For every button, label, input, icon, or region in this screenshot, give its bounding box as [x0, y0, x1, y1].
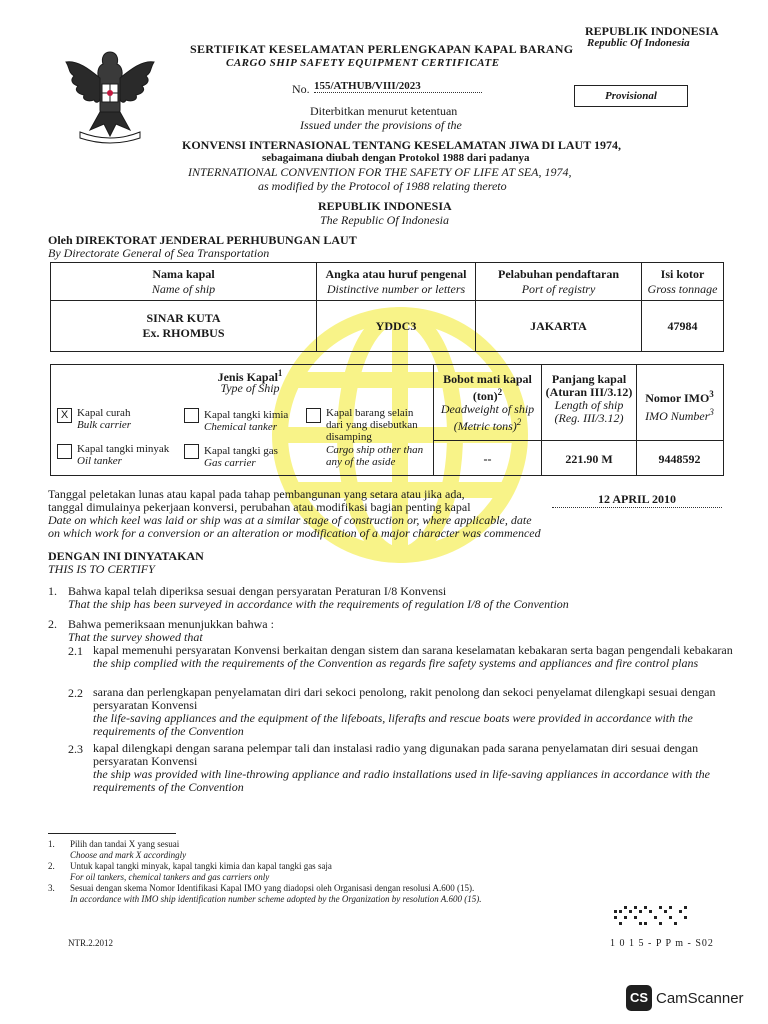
- dwt-en-1: Deadweight of ship: [440, 402, 535, 416]
- dwt-en-2: (Metric tons): [453, 419, 517, 433]
- cert-no-value: 155/ATHUB/VIII/2023: [314, 80, 482, 93]
- type-title-id: Jenis Kapal: [217, 370, 278, 384]
- convention-en-1: INTERNATIONAL CONVENTION FOR THE SAFETY OF LIFE AT SEA, 1974,: [188, 165, 572, 179]
- h-port-id: Pelabuhan pendaftaran: [497, 266, 620, 281]
- h-dist-id: Angka atau huruf pengenal: [325, 266, 467, 281]
- gas-carrier-checkbox[interactable]: [184, 444, 199, 459]
- ship-particulars-table: [50, 262, 724, 352]
- item-21-number: 2.1: [68, 644, 83, 658]
- bulk-id: Kapal curah: [77, 407, 131, 419]
- issued-en: Issued under the provisions of the: [300, 118, 462, 132]
- by-en: By Directorate General of Sea Transportation: [48, 246, 270, 260]
- camscanner-logo-icon: CS: [626, 985, 652, 1011]
- item-22-number: 2.2: [68, 686, 83, 700]
- other-en-1: Cargo ship other than: [326, 444, 424, 456]
- other-en-2: any of the aside: [326, 456, 396, 468]
- cert-no-label: No.: [292, 82, 310, 96]
- item-21-en: the ship complied with the requirements of the Convention as regards fire safety systems and appliances and fire control plans: [93, 656, 699, 670]
- chem-id: Kapal tangki kimia: [204, 409, 289, 421]
- h-name-en: Name of ship: [151, 281, 216, 296]
- length-value: 221.90 M: [565, 452, 613, 466]
- ship-former-name: Ex. RHOMBUS: [142, 326, 225, 340]
- item-1-en: That the ship has been surveyed in accordance with the requirements of regulation I/8 of the Convention: [68, 597, 569, 611]
- item-23-number: 2.3: [68, 742, 83, 756]
- item-2-number: 2.: [48, 617, 57, 631]
- provisional-box: Provisional: [574, 85, 688, 107]
- keel-en-2: on which work for a conversion or an alteration or modification of a major character was commenced: [48, 526, 541, 540]
- gross-tonnage: 47984: [642, 301, 724, 352]
- country-id: REPUBLIK INDONESIA: [585, 24, 719, 38]
- issued-id: Diterbitkan menurut ketentuan: [310, 104, 458, 118]
- dwt-id-2: (ton): [472, 389, 498, 403]
- braille-barcode-icon: [612, 902, 692, 932]
- h-gt-id: Isi kotor: [660, 266, 705, 281]
- keel-date: 12 APRIL 2010: [552, 492, 722, 508]
- footnote-1-en: Choose and mark X accordingly: [70, 850, 187, 860]
- other-id-2: dari yang disebutkan: [326, 419, 418, 431]
- ship-name: SINAR KUTA: [146, 311, 221, 325]
- footnote-2-id: Untuk kapal tangki minyak, kapal tangki kimia dan kapal tangki gas saja: [70, 861, 332, 871]
- oil-tanker-checkbox[interactable]: [57, 444, 72, 459]
- serial-code: 1 0 1 5 - P P m - S02: [610, 938, 714, 949]
- keel-en-1: Date on which keel was laid or ship was at a similar stage of construction or, where applicable, date: [48, 513, 532, 527]
- certify-title-id: DENGAN INI DINYATAKAN: [48, 549, 204, 563]
- h-dist-en: Distinctive number or letters: [326, 281, 466, 296]
- distinctive-number: YDDC3: [317, 301, 476, 352]
- gas-id: Kapal tangki gas: [204, 445, 278, 457]
- type-title-en: Type of Ship: [220, 381, 280, 395]
- chem-en: Chemical tanker: [204, 421, 278, 433]
- convention-id-1: KONVENSI INTERNASIONAL TENTANG KESELAMATAN JIWA DI LAUT 1974,: [182, 138, 621, 152]
- garuda-emblem-icon: [60, 40, 160, 145]
- camscanner-label: CamScanner: [656, 990, 744, 1007]
- len-id-1: Panjang kapal: [551, 372, 627, 386]
- h-port-en: Port of registry: [521, 281, 596, 296]
- imo-en: IMO Number: [645, 409, 710, 423]
- footnote-2-en: For oil tankers, chemical tankers and gas carriers only: [70, 872, 270, 882]
- chemical-tanker-checkbox[interactable]: [184, 408, 199, 423]
- h-gt-en: Gross tonnage: [647, 281, 718, 296]
- item-23-id: kapal dilengkapi dengan sarana pelempar tali dan instalasi radio yang digunakan pada sarana penyelamatan diri sesuai dengan persyaratan Konvensi: [93, 741, 699, 768]
- convention-en-2: as modified by the Protocol of 1988 relating thereto: [258, 179, 507, 193]
- footnote-3-id: Sesuai dengan skema Nomor Identifikasi Kapal IMO yang diadopsi oleh Organisasi dengan resolusi A.600 (15).: [70, 883, 475, 893]
- item-23-en: the ship was provided with line-throwing appliance and radio installations used in life-saving appliances in accordance with the requirements of the Convention: [93, 767, 710, 794]
- item-2-en: That the survey showed that: [68, 630, 203, 644]
- oil-en: Oil tanker: [77, 455, 122, 467]
- other-id-3: disamping: [326, 431, 372, 443]
- republic-id: REPUBLIK INDONESIA: [318, 199, 452, 213]
- by-id: Oleh DIREKTORAT JENDERAL PERHUBUNGAN LAUT: [48, 233, 357, 247]
- item-2-id: Bahwa pemeriksaan menunjukkan bahwa :: [68, 617, 274, 631]
- dwt-id-1: Bobot mati kapal: [443, 372, 532, 386]
- footnote-3-number: 3.: [48, 883, 55, 893]
- item-1-number: 1.: [48, 584, 57, 598]
- imo-id: Nomor IMO: [645, 391, 710, 405]
- footnote-2-number: 2.: [48, 861, 55, 871]
- form-code: NTR.2.2012: [68, 938, 113, 948]
- footnote-1-number: 1.: [48, 839, 55, 849]
- certify-title-en: THIS IS TO CERTIFY: [48, 562, 155, 576]
- keel-id-2: tanggal dimulainya pekerjaan konversi, perubahan atau modifikasi bagian penting kapal: [48, 500, 471, 514]
- footnote-1-id: Pilih dan tandai X yang sesuai: [70, 839, 180, 849]
- other-id-1: Kapal barang selain: [326, 407, 414, 419]
- len-en-2: (Reg. III/3.12): [554, 411, 624, 425]
- title-id: SERTIFIKAT KESELAMATAN PERLENGKAPAN KAPAL BARANG: [190, 42, 574, 56]
- port-of-registry: JAKARTA: [476, 301, 642, 352]
- gas-en: Gas carrier: [204, 457, 256, 469]
- republic-en: The Republic Of Indonesia: [320, 213, 449, 227]
- imo-value: 9448592: [658, 452, 701, 466]
- len-id-2: (Aturan III/3.12): [545, 385, 633, 399]
- len-en-1: Length of ship: [554, 398, 624, 412]
- title-en: CARGO SHIP SAFETY EQUIPMENT CERTIFICATE: [226, 57, 500, 69]
- item-21-id: kapal memenuhi persyaratan Konvensi berkaitan dengan sistem dan sarana keselamatan kebakaran serta bagan pengendali kebakaran: [93, 643, 733, 657]
- keel-id-1: Tanggal peletakan lunas atau kapal pada tahap pembangunan yang setara atau jika ada,: [48, 487, 465, 501]
- footnote-3-en: In accordance with IMO ship identification number scheme adopted by the Organization by resolution A.600 (15).: [70, 894, 482, 904]
- convention-id-2: sebagaimana diubah dengan Protokol 1988 dari padanya: [262, 152, 530, 164]
- oil-id: Kapal tangki minyak: [77, 443, 170, 455]
- dwt-value: --: [483, 452, 492, 466]
- bulk-carrier-checkbox[interactable]: X: [57, 408, 72, 423]
- footnotes: [48, 839, 648, 905]
- type-title-sup: 1: [277, 368, 283, 378]
- bulk-en: Bulk carrier: [77, 419, 132, 431]
- item-22-en: the life-saving appliances and the equipment of the lifeboats, liferafts and rescue boats were provided in accordance with the requirements of the Convention: [93, 711, 693, 738]
- h-name-id: Nama kapal: [152, 266, 215, 281]
- country-en: Republic Of Indonesia: [587, 37, 690, 49]
- item-1-id: Bahwa kapal telah diperiksa sesuai dengan persyaratan Peraturan I/8 Konvensi: [68, 584, 447, 598]
- other-cargo-checkbox[interactable]: [306, 408, 321, 423]
- item-22-id: sarana dan perlengkapan penyelamatan diri dari sekoci penolong, rakit penolong dan sekoci penyelamat dilengkapi sesuai dengan persyaratan Konvensi: [93, 685, 716, 712]
